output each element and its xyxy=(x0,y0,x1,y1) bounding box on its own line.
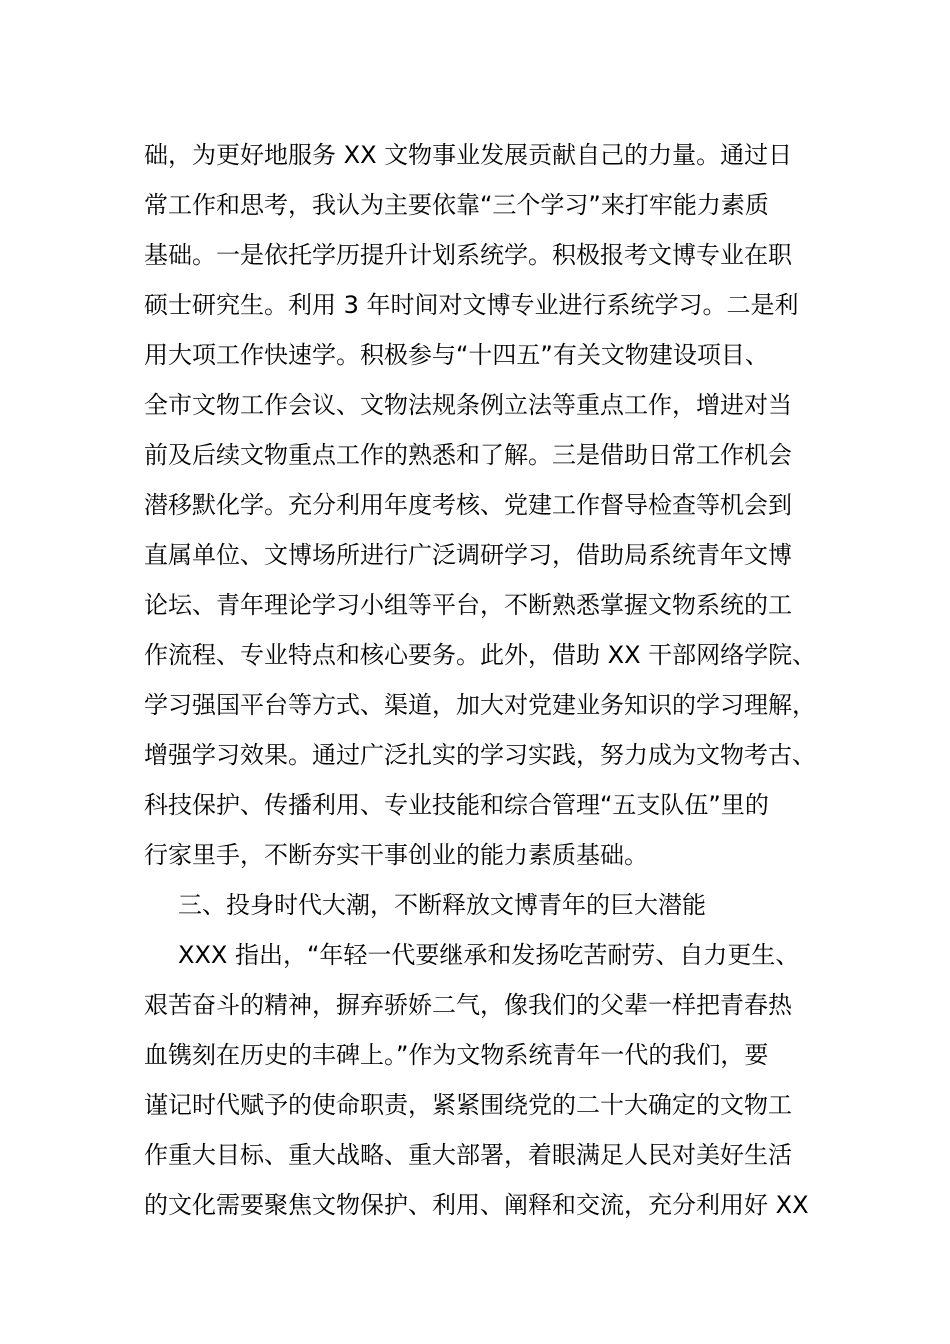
paragraph-1-line-15: 行家里手，不断夯实干事创业的能力素质基础。 xyxy=(144,841,648,869)
paragraph-1-line-11: 作流程、专业特点和核心要务。此外，借助 XX 干部网络学院、 xyxy=(144,641,817,669)
paragraph-1-line-5: 用大项工作快速学。积极参与“十四五”有关文物建设项目、 xyxy=(144,341,769,369)
paragraph-1-line-2: 常工作和思考，我认为主要依靠“三个学习”来打牢能力素质 xyxy=(144,191,769,219)
paragraph-2-line-6: 的文化需要聚焦文物保护、利用、阐释和交流，充分利用好 XX xyxy=(144,1191,809,1219)
section-heading: 三、投身时代大潮，不断释放文博青年的巨大潜能 xyxy=(178,891,706,919)
paragraph-2-first-line: XXX 指出，“年轻一代要继承和发扬吃苦耐劳、自力更生、 xyxy=(178,941,800,969)
paragraph-1-line-6: 全市文物工作会议、文物法规条例立法等重点工作，增进对当 xyxy=(144,391,792,419)
document-body xyxy=(144,130,834,1230)
paragraph-1-line-10: 论坛、青年理论学习小组等平台，不断熟悉掌握文物系统的工 xyxy=(144,591,792,619)
paragraph-1-line-14: 科技保护、传播利用、专业技能和综合管理“五支队伍”里的 xyxy=(144,791,769,819)
paragraph-1-line-9: 直属单位、文博场所进行广泛调研学习，借助局系统青年文博 xyxy=(144,541,792,569)
paragraph-1-line-3: 基础。一是依托学历提升计划系统学。积极报考文博专业在职 xyxy=(144,241,792,269)
paragraph-2-line-3: 血镌刻在历史的丰碑上。”作为文物系统青年一代的我们，要 xyxy=(144,1041,769,1069)
paragraph-2-line-5: 作重大目标、重大战略、重大部署，着眼满足人民对美好生活 xyxy=(144,1141,792,1169)
paragraph-1-line-1: 础，为更好地服务 XX 文物事业发展贡献自己的力量。通过日 xyxy=(144,141,793,169)
paragraph-1-line-4: 硕士研究生。利用 3 年时间对文博专业进行系统学习。二是利 xyxy=(144,291,799,319)
paragraph-1-line-13: 增强学习效果。通过广泛扎实的学习实践，努力成为文物考古、 xyxy=(144,741,816,769)
paragraph-1-line-7: 前及后续文物重点工作的熟悉和了解。三是借助日常工作机会 xyxy=(144,441,792,469)
paragraph-1-line-8: 潜移默化学。充分利用年度考核、党建工作督导检查等机会到 xyxy=(144,491,792,519)
paragraph-2-line-2: 艰苦奋斗的精神，摒弃骄娇二气，像我们的父辈一样把青春热 xyxy=(144,991,792,1019)
paragraph-1-line-12: 学习强国平台等方式、渠道，加大对党建业务知识的学习理解， xyxy=(144,691,816,719)
paragraph-2-line-4: 谨记时代赋予的使命职责，紧紧围绕党的二十大确定的文物工 xyxy=(144,1091,792,1119)
